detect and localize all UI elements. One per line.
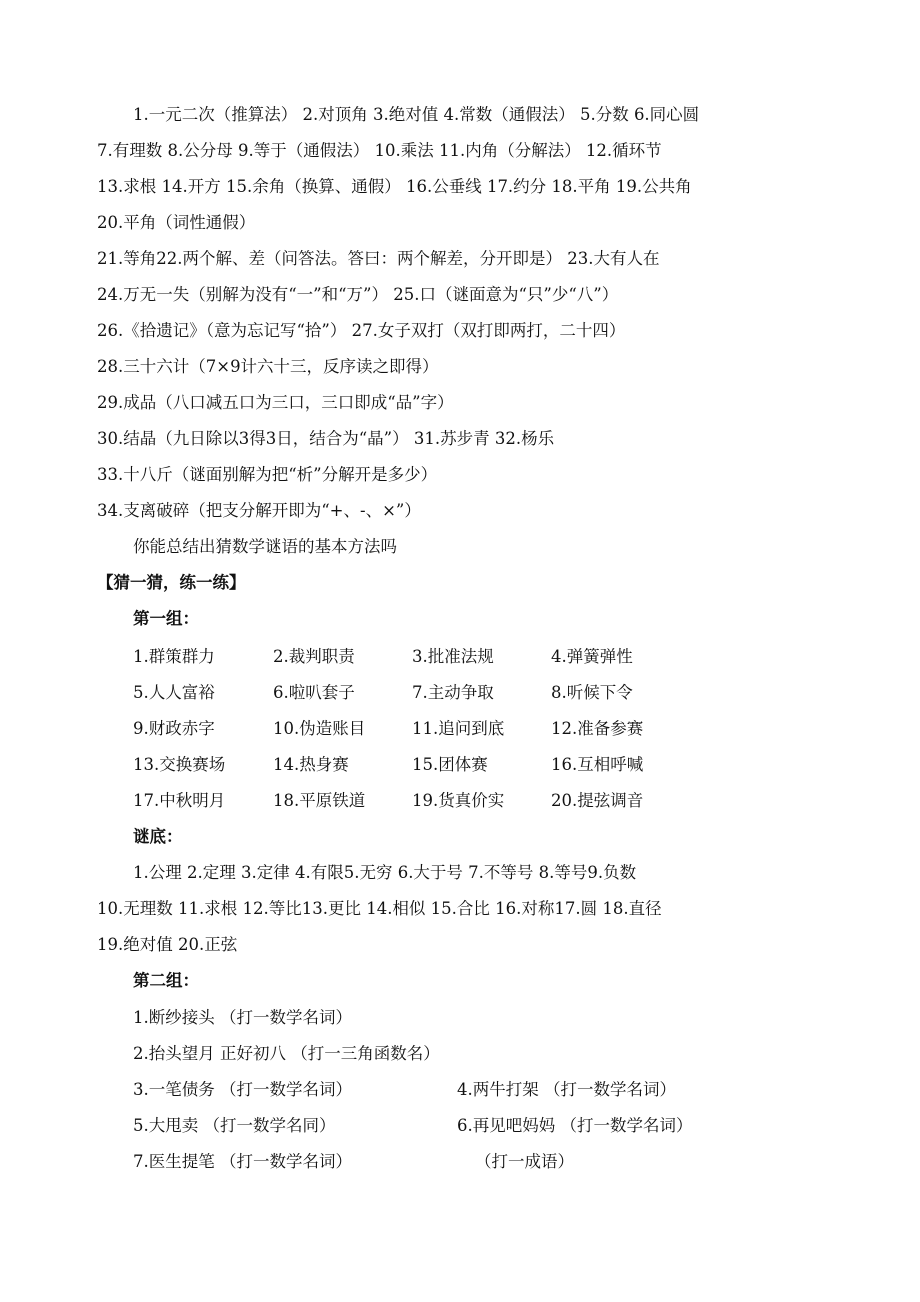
riddle-item: 6.再见吧妈妈 （打一数学名词）	[457, 1116, 693, 1135]
riddle-item: 17.中秋明月	[133, 791, 226, 810]
riddle-item: 7.主动争取	[412, 683, 494, 702]
riddle-item: 7.医生提笔 （打一数学名词）	[133, 1152, 352, 1171]
riddle-item: 4.弹簧弹性	[551, 647, 633, 666]
answer-line: 21.等角22.两个解、差（问答法。答曰：两个解差，分开即是） 23.大有人在	[97, 249, 660, 268]
answer-line: 7.有理数 8.公分母 9.等于（通假法） 10.乘法 11.内角（分解法） 12.循环节	[97, 141, 662, 160]
question-text: 你能总结出猜数学谜语的基本方法吗	[133, 537, 397, 556]
riddle-item: 20.提弦调音	[551, 791, 644, 810]
answer-key-line: 1.公理 2.定理 3.定律 4.有限5.无穷 6.大于号 7.不等号 8.等号9.负数	[133, 863, 637, 882]
riddle-item: 11.追问到底	[412, 719, 505, 738]
riddle-item: 9.财政赤字	[133, 719, 215, 738]
riddle-item: 5.人人富裕	[133, 683, 215, 702]
answer-line: 33.十八斤（谜面别解为把“析”分解开是多少）	[97, 465, 438, 484]
riddle-item: 2.裁判职责	[273, 647, 355, 666]
answer-line: 1.一元二次（推算法） 2.对顶角 3.绝对值 4.常数（通假法） 5.分数 6.同心圆	[133, 105, 700, 124]
answer-title: 谜底：	[133, 827, 183, 846]
riddle-item: 2.抬头望月 正好初八 （打一三角函数名）	[133, 1044, 440, 1063]
riddle-item: 16.互相呼喊	[551, 755, 644, 774]
section-title: 【猜一猜，练一练】	[97, 573, 246, 592]
answer-key-line: 19.绝对值 20.正弦	[97, 935, 238, 954]
riddle-item: 8.听候下令	[551, 683, 633, 702]
riddle-item: 5.大甩卖 （打一数学名同）	[133, 1116, 336, 1135]
riddle-item: 18.平原铁道	[273, 791, 366, 810]
riddle-item: 1.断纱接头 （打一数学名词）	[133, 1008, 352, 1027]
riddle-item: 1.群策群力	[133, 647, 215, 666]
group-title: 第二组：	[133, 971, 199, 990]
answer-line: 30.结晶（九日除以3得3日，结合为“晶”） 31.苏步青 32.杨乐	[97, 429, 555, 448]
answer-line: 28.三十六计（7×9计六十三，反序读之即得）	[97, 357, 439, 376]
answer-line: 29.成品（八口减五口为三口，三口即成“品”字）	[97, 393, 454, 412]
group-title: 第一组：	[133, 609, 199, 628]
riddle-item: 10.伪造账目	[273, 719, 366, 738]
riddle-item: （打一成语）	[475, 1152, 574, 1171]
answer-line: 20.平角（词性通假）	[97, 213, 256, 232]
riddle-item: 12.准备参赛	[551, 719, 644, 738]
riddle-item: 4.两牛打架 （打一数学名词）	[457, 1080, 676, 1099]
answer-line: 24.万无一失（别解为没有“一”和“万”） 25.口（谜面意为“只”少“八”）	[97, 285, 619, 304]
answer-line: 26.《拾遗记》（意为忘记写“拾”） 27.女子双打（双打即两打，二十四）	[97, 321, 626, 340]
riddle-item: 15.团体赛	[412, 755, 488, 774]
riddle-item: 3.批准法规	[412, 647, 494, 666]
riddle-item: 14.热身赛	[273, 755, 349, 774]
riddle-item: 3.一笔债务 （打一数学名词）	[133, 1080, 352, 1099]
answer-key-line: 10.无理数 11.求根 12.等比13.更比 14.相似 15.合比 16.对称17.圆 18.直径	[97, 899, 662, 918]
answer-line: 34.支离破碎（把支分解开即为“+、-、×”）	[97, 501, 421, 520]
riddle-item: 6.啦叭套子	[273, 683, 355, 702]
riddle-item: 13.交换赛场	[133, 755, 226, 774]
answer-line: 13.求根 14.开方 15.余角（换算、通假） 16.公垂线 17.约分 18.平角 19.公共角	[97, 177, 692, 196]
riddle-item: 19.货真价实	[412, 791, 505, 810]
